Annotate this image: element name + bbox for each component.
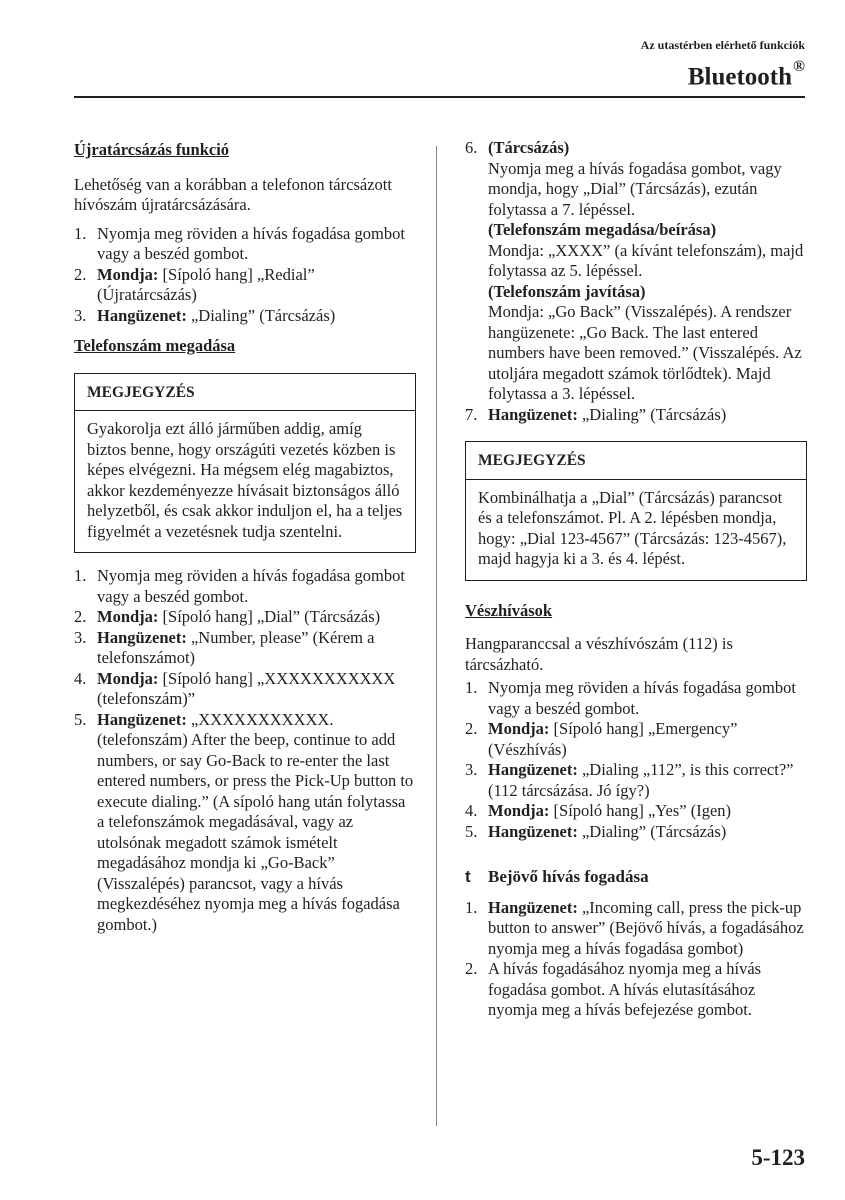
note-box [74, 373, 416, 554]
step6-sub1-title: (Telefonszám megadása/beírása) [488, 220, 717, 239]
incoming-heading [465, 867, 807, 888]
note-label: MEGJEGYZÉS [466, 442, 806, 480]
page-title-text: Bluetooth [687, 63, 793, 91]
column-divider [436, 146, 437, 1126]
emergency-heading: Vészhívások [465, 600, 553, 620]
list-item: 3. Hangüzenet: „Dialing” (Tárcsázás) [74, 305, 336, 325]
list-item: 6. (Tárcsázás) Nyomja meg a hívás fogadása gombot, vagy mondja, hogy „Dial” (Tárcsázás), ezután folytassa a 7. lépéssel. (Telefonszám megadása/beírása) Mondja: „XXXX” (a kívánt telefonszám), majd folytassa az 5. lépéssel. (Telefonszám javítása) Mondja: „Go Back” (Visszalépés). A rendszer hangüzenete: „Go Back. The last entered numbers have been removed.” (Visszalépés. Az utoljára megadott számok törlődtek). Majd folytassa a 3. lépéssel. [465, 138, 807, 405]
step6-title: (Tárcsázás) [488, 138, 570, 157]
emergency-intro: Hangparanccsal a vészhívószám (112) is tárcsázható. [465, 634, 733, 674]
step6-sub1-text: Mondja: „XXXX” (a kívánt telefonszám), majd folytassa az 5. lépéssel. [488, 240, 804, 280]
incoming-heading-text: Bejövő hívás fogadása [488, 867, 649, 886]
left-column [74, 138, 416, 935]
list-item: 3. Hangüzenet: „Dialing „112”, is this correct?” (112 tárcsázása. Jó így?) [465, 760, 794, 800]
list-item: 4. Mondja: [Sípoló hang] „Yes” (Igen) [465, 801, 732, 820]
emergency-steps [465, 678, 807, 842]
list-item: 5. Hangüzenet: „Dialing” (Tárcsázás) [465, 821, 727, 841]
number-steps-continued [465, 138, 807, 425]
list-item: 4. Mondja: [Sípoló hang] „XXXXXXXXXXX (telefonszám)” [74, 668, 396, 708]
redial-heading: Újratárcsázás funkció [74, 140, 230, 159]
step6-sub2-text: Mondja: „Go Back” (Visszalépés). A rendszer hangüzenete: „Go Back. The last entered numbers have been removed.” (Visszalépés. Az utoljára megadott számok törlődtek). Majd folytassa a 3. lépéssel. [488, 302, 802, 403]
incoming-steps [465, 898, 807, 1021]
number-steps [74, 566, 416, 935]
list-item: 1. Nyomja meg röviden a hívás fogadása gombot vagy a beszéd gombot. [465, 678, 796, 718]
section-marker-icon: t [465, 867, 471, 886]
list-item: 1. Hangüzenet: „Incoming call, press the pick-up button to answer” (Bejövő hívás, a fogadásához nyomja meg a hívás fogadása gombot) [465, 897, 804, 958]
redial-intro: Lehetőség van a korábban a telefonon tárcsázott hívószám újratárcsázására. [74, 174, 392, 214]
list-item: 2. Mondja: [Sípoló hang] „Dial” (Tárcsázás) [74, 607, 381, 626]
right-column [465, 138, 807, 1021]
step6-text: Nyomja meg a hívás fogadása gombot, vagy mondja, hogy „Dial” (Tárcsázás), ezután folytassa a 7. lépéssel. [488, 158, 782, 219]
number-heading: Telefonszám megadása [74, 336, 236, 355]
list-item: 3. Hangüzenet: „Number, please” (Kérem a telefonszámot) [74, 627, 375, 667]
note-text: Kombinálhatja a „Dial” (Tárcsázás) parancsot és a telefonszámot. Pl. A 2. lépésben mondja, hogy: „Dial 123-4567” (Tárcsázás: 123-4567), majd hagyja ki a 3. és 4. lépést. [478, 487, 787, 568]
redial-steps [74, 224, 416, 327]
header-section-title: Az utastérben elérhető funkciók [640, 38, 805, 52]
registered-mark: ® [793, 58, 805, 75]
step6-sub2-title: (Telefonszám javítása) [488, 281, 646, 301]
note-text: Gyakorolja ezt álló járműben addig, amíg biztos benne, hogy országúti vezetés közben is képes elvégezni. Ha mégsem elég magabiztos, akkor kezdeményezze hívásait biztonságos álló helyzetből, és csak akkor induljon el, ha a teljes figyelmét a vezetésnek tudja szentelni. [87, 419, 403, 541]
page-title [688, 54, 805, 94]
list-item: 1. Nyomja meg röviden a hívás fogadása gombot vagy a beszéd gombot. [74, 566, 405, 606]
page-number: 5-123 [751, 1145, 805, 1170]
list-item: 2. Mondja: [Sípoló hang] „Emergency” (Vészhívás) [465, 719, 738, 759]
list-item: 2. Mondja: [Sípoló hang] „Redial” (Újratárcsázás) [74, 264, 315, 304]
note-label: MEGJEGYZÉS [75, 374, 415, 412]
note-box [465, 441, 807, 581]
list-item: 5. Hangüzenet: „XXXXXXXXXXX. (telefonszám) After the beep, continue to add numbers, or say Go-Back to re-enter the last entered numbers, or press the Pick-Up button to execute dialing.” (A sípoló hang után folytassa a telefonszámok megadásával, vagy az utolsónak megadott számok ismételt megadásához mondja ki „Go-Back” (Visszalépés) parancsot, vagy a hívás megkezdéséhez nyomja meg a hívás fogadása gombot.) [74, 709, 414, 934]
list-item: 1. Nyomja meg röviden a hívás fogadása gombot vagy a beszéd gombot. [74, 223, 405, 263]
header-rule [74, 96, 805, 98]
list-item: 7. Hangüzenet: „Dialing” (Tárcsázás) [465, 404, 727, 424]
list-item: 2. A hívás fogadásához nyomja meg a hívás fogadása gombot. A hívás elutasításához nyomja meg a hívás befejezése gombot. [465, 959, 762, 1019]
